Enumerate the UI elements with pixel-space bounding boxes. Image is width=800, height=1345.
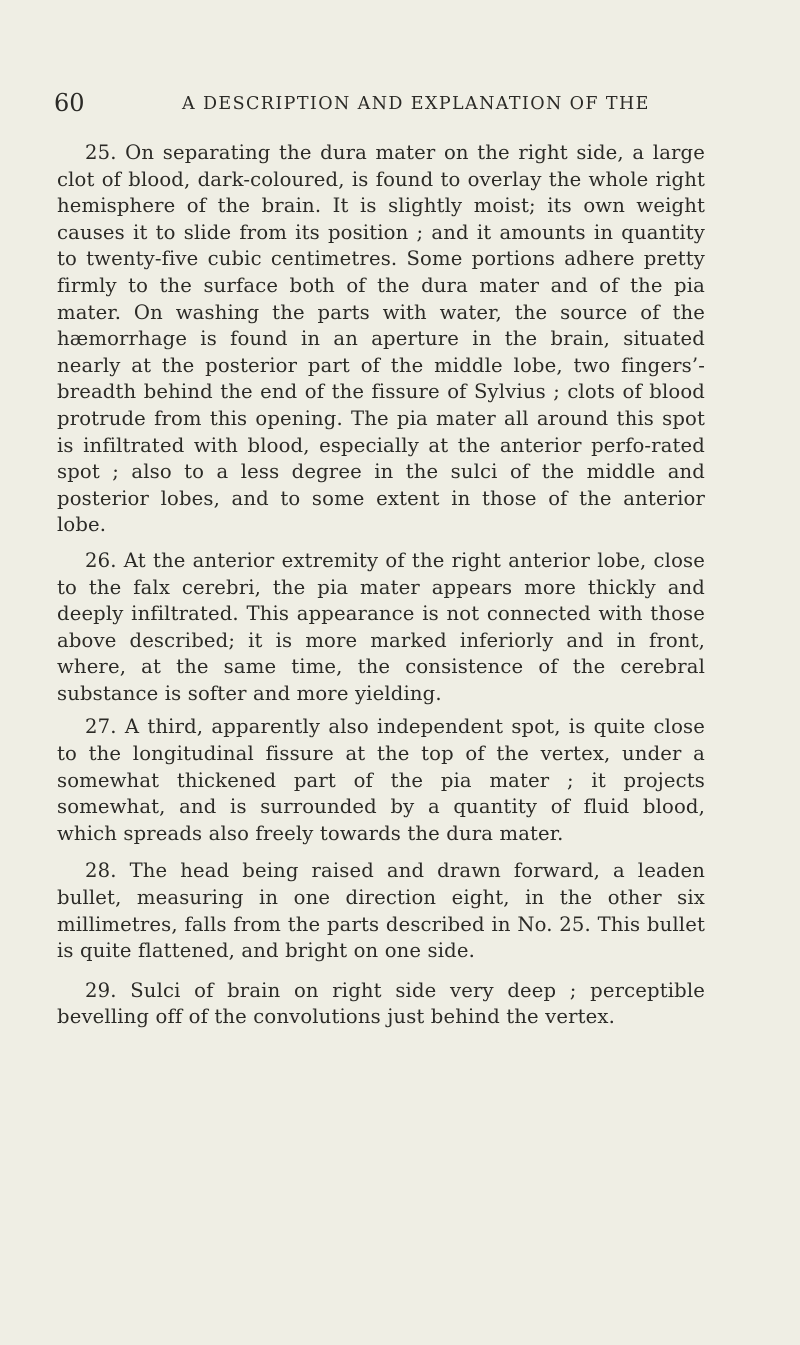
paragraph-27: 27. A third, apparently also independent spot, is quite close to the longitudinal fissure at the top of the vertex, under a somewhat thickened part of the pia mater ; it projects somewhat, and is surrounded by a quantity of fluid blood, which spreads also freely towards the dura mater. — [57, 715, 705, 845]
paragraph-25: 25. On separating the dura mater on the right side, a large clot of blood, dark-coloured, is found to overlay the whole right hemisphere of the brain. It is slightly moist; its own weight causes it to slide from its position ; and it amounts in quantity to twenty-five cubic centimetres. Some portions adhere pretty firmly to the surface both of the dura mater and of the pia mater. On washing the parts with water, the source of the hæmorrhage is found in an aperture in the brain, situated nearly at the posterior part of the middle lobe, two fingers’-breadth behind the end of the fissure of Sylvius ; clots of blood protrude from this opening. The pia mater all around this spot is infiltrated with blood, especially at the anterior perfo-rated spot ; also to a less degree in the sulci of the middle and posterior lobes, and to some extent in those of the anterior lobe. — [57, 141, 705, 537]
paragraph-28: 28. The head being raised and drawn forward, a leaden bullet, measuring in one direction eight, in the other six millimetres, falls from the parts described in No. 25. This bullet is quite flattened, and bright on one side. — [57, 859, 705, 963]
paragraph-26: 26. At the anterior extremity of the right anterior lobe, close to the falx cerebri, the pia mater appears more thickly and deeply infiltrated. This appearance is not connected with those above described; it is more marked inferiorly and in front, where, at the same time, the consistence of the cerebral substance is softer and more yielding. — [57, 548, 705, 705]
running-title: A DESCRIPTION AND EXPLANATION OF THE — [182, 94, 650, 114]
running-header — [54, 88, 704, 118]
body-text — [57, 140, 705, 1031]
page-number: 60 — [54, 89, 85, 117]
paragraph-29: 29. Sulci of brain on right side very deep ; perceptible bevelling off of the convolutions just behind the vertex. — [57, 978, 705, 1029]
